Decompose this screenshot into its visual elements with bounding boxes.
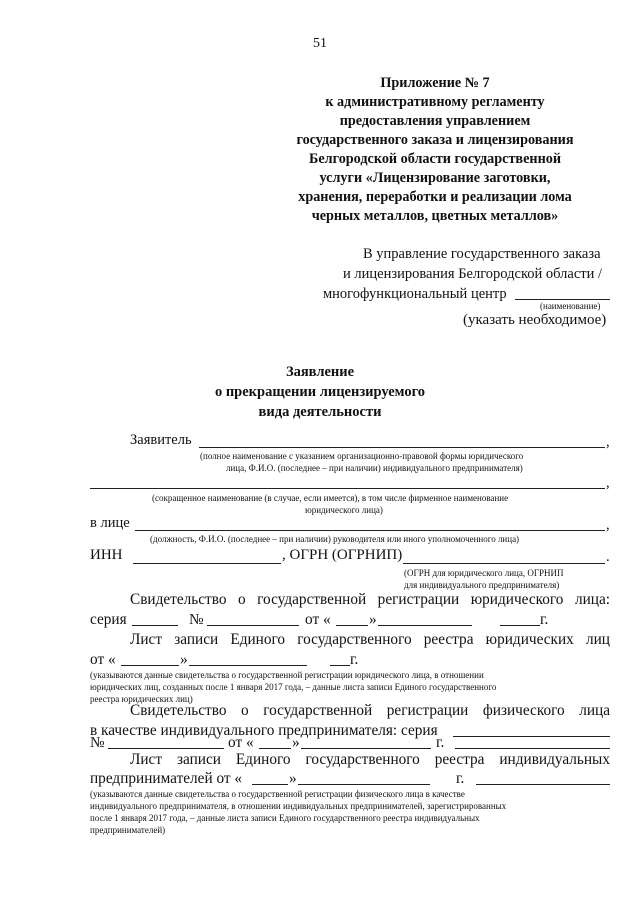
from-label: от «	[90, 651, 116, 668]
ogrn-caption: для индивидуального предпринимателя)	[404, 580, 560, 590]
address-line-3: многофункциональный центр	[323, 286, 507, 302]
address-line-4: (указать необходимое)	[463, 312, 607, 328]
egrul-note: юридических лиц, созданных после 1 января 2017 года, – данные листа записи Единого государственного	[90, 682, 497, 692]
ip-month-field[interactable]	[301, 748, 431, 749]
appendix-line: черных металлов, цветных металлов»	[311, 208, 559, 224]
inn-label: ИНН	[90, 547, 123, 563]
egrip-note: индивидуального предпринимателя, в отношении индивидуальных предпринимателей, зарегистрированных	[90, 801, 507, 811]
from-label: от «	[305, 611, 331, 628]
applicant-label: Заявитель	[130, 432, 192, 448]
cert-legal-text: Свидетельство о государственной регистрации юридического лица:	[130, 591, 610, 608]
egrip-text: Лист записи Единого государственного реестра индивидуальных	[130, 751, 610, 768]
comma: ,	[606, 517, 610, 533]
representative-field[interactable]	[135, 530, 605, 531]
egrip-text: предпринимателей от «	[90, 770, 243, 787]
egrip-day-field[interactable]	[252, 784, 288, 785]
egrip-note: после 1 января 2017 года, – данные листа записи Единого государственного реестра индивидуальных	[90, 813, 480, 823]
comma: ,	[606, 475, 610, 491]
quote-close: »	[289, 770, 297, 787]
quote-close: »	[180, 651, 188, 668]
legal-year-field[interactable]	[500, 625, 540, 626]
ogrn-field[interactable]	[403, 563, 605, 564]
egrip-note: предпринимателей)	[90, 825, 166, 835]
year-suffix: г.	[350, 651, 359, 668]
ogrn-caption: (ОГРН для юридического лица, ОГРНИП	[404, 568, 564, 578]
ip-day-field[interactable]	[259, 748, 291, 749]
comma: ,	[606, 434, 610, 450]
number-sign: №	[90, 734, 105, 751]
appendix-line: Белгородской области государственной	[308, 151, 562, 167]
applicant-caption: лица, Ф.И.О. (последнее – при наличии) индивидуального предпринимателя)	[226, 463, 523, 473]
quote-close: »	[292, 734, 300, 751]
page-number: 51	[313, 36, 327, 51]
egrul-note: реестра юридических лиц)	[90, 694, 193, 704]
cert-ip-text: Свидетельство о государственной регистрации физического лица	[130, 702, 610, 719]
legal-series-field[interactable]	[132, 625, 178, 626]
ogrn-label: , ОГРН (ОГРНИП)	[282, 547, 403, 563]
ip-number-field[interactable]	[108, 748, 224, 749]
series-label: серия	[90, 611, 127, 628]
egrip-extra-field[interactable]	[476, 784, 610, 785]
representative-caption: (должность, Ф.И.О. (последнее – при наличии) руководителя или иного уполномоченного лица)	[150, 534, 520, 544]
legal-day-field[interactable]	[336, 625, 368, 626]
appendix-line: хранения, переработки и реализации лома	[298, 189, 572, 205]
egrip-note: (указываются данные свидетельства о государственной регистрации физического лица в качестве	[90, 789, 465, 799]
address-line-2: и лицензирования Белгородской области /	[343, 266, 603, 282]
egrul-text: Лист записи Единого государственного реестра юридических лиц	[130, 631, 610, 648]
short-name-caption: юридического лица)	[305, 505, 383, 515]
mfc-name-field[interactable]	[515, 299, 610, 300]
address-line-1: В управление государственного заказа	[363, 246, 601, 262]
appendix-line: предоставления управлением	[339, 113, 531, 129]
year-suffix: г.	[540, 611, 549, 628]
legal-number-field[interactable]	[207, 625, 299, 626]
appendix-line: Приложение № 7	[380, 75, 490, 91]
document-title: Заявление	[285, 364, 355, 380]
appendix-line: государственного заказа и лицензирования	[296, 132, 574, 148]
egrul-note: (указываются данные свидетельства о государственной регистрации юридического лица, в отношении	[90, 670, 484, 680]
cert-ip-text: в качестве индивидуального предпринимателя: серия	[90, 722, 438, 739]
year-suffix: г.	[436, 734, 445, 751]
inn-field[interactable]	[133, 563, 281, 564]
egrul-month-field[interactable]	[189, 665, 307, 666]
document-subtitle: о прекращении лицензируемого	[214, 384, 426, 400]
address-caption: (наименование)	[540, 301, 601, 311]
egrip-month-field[interactable]	[298, 784, 430, 785]
short-name-field[interactable]	[90, 488, 605, 489]
applicant-name-field[interactable]	[199, 447, 605, 448]
appendix-line: услуги «Лицензирование заготовки,	[319, 170, 551, 186]
from-label: от «	[228, 734, 254, 751]
document-subtitle: вида деятельности	[258, 404, 382, 420]
appendix-header	[270, 74, 600, 226]
ip-extra-field[interactable]	[455, 748, 610, 749]
person-label: в лице	[90, 515, 130, 531]
ip-series-field[interactable]	[453, 736, 610, 737]
short-name-caption: (сокращенное наименование (в случае, если имеется), в том числе фирменное наименование	[152, 493, 509, 503]
egrul-day-field[interactable]	[121, 665, 179, 666]
number-sign: №	[189, 611, 204, 628]
applicant-caption: (полное наименование с указанием организационно-правовой формы юридического	[200, 451, 524, 461]
quote-close: »	[369, 611, 377, 628]
egrul-year-field[interactable]	[330, 665, 350, 666]
year-suffix: г.	[456, 770, 465, 787]
legal-month-field[interactable]	[378, 625, 472, 626]
appendix-line: к административному регламенту	[325, 94, 545, 110]
period: .	[606, 549, 610, 565]
